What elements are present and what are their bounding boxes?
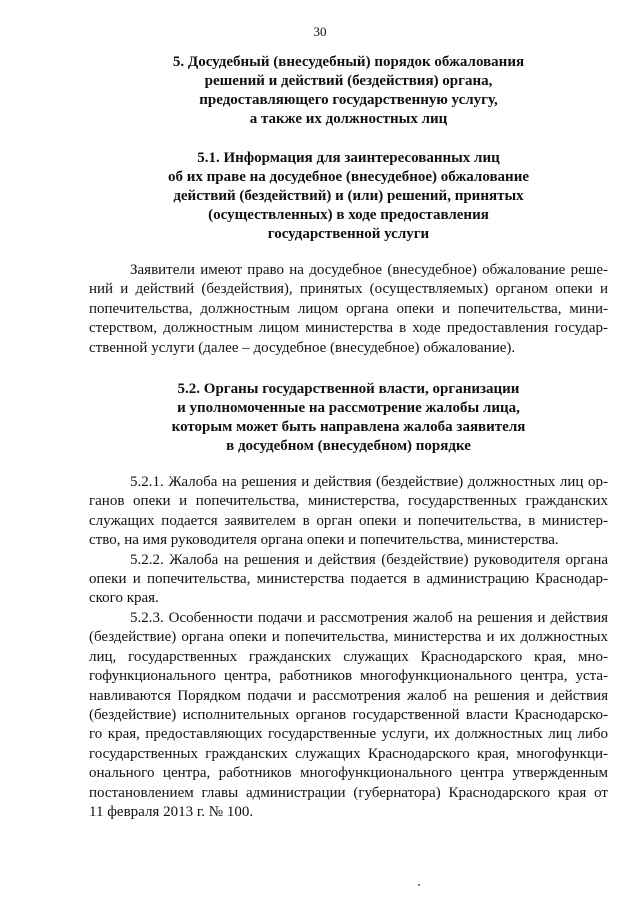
paragraph-5-2-3 xyxy=(89,609,608,822)
page-number: 30 xyxy=(313,24,327,39)
text-line: онального центра, работников многофункционального центра утвержденным xyxy=(89,765,608,782)
text-line: стерством, должностным лицом министерства в ходе предоставления государ- xyxy=(89,320,608,337)
heading-line: решений и действий (бездействия) органа, xyxy=(204,73,493,89)
heading-line: а также их должностных лиц xyxy=(249,111,448,127)
scan-speck xyxy=(418,884,420,886)
heading-line: 5. Досудебный (внесудебный) порядок обжалования xyxy=(172,54,525,70)
paragraph-5-2-2 xyxy=(89,551,608,609)
heading-line: об их праве на досудебное (внесудебное) обжалование xyxy=(167,169,530,185)
paragraph-5-1 xyxy=(89,261,608,358)
section-5-heading xyxy=(89,53,608,129)
text-line: ганов опеки и попечительства, министерства, государственных гражданских xyxy=(89,493,608,510)
heading-line: которым может быть направлена жалоба заявителя xyxy=(171,419,526,436)
text-line: (бездействие) исполнительных органов государственной власти Краснодарско- xyxy=(89,706,608,723)
heading-line: действий (бездействий) и (или) решений, принятых xyxy=(173,188,524,204)
section-5-1-heading xyxy=(89,149,608,244)
text-line: опеки и попечительства, министерства подается в администрацию Краснодар- xyxy=(89,571,608,588)
heading-line: в досудебном (внесудебном) порядке xyxy=(226,438,471,455)
text-line: го края, предоставляющих государственные услуги, их должностных лиц либо xyxy=(89,726,608,743)
heading-line: и уполномоченные на рассмотрение жалобы лица, xyxy=(177,400,520,417)
text-line: 11 февраля 2013 г. № 100. xyxy=(89,803,254,820)
text-line: служащих подается заявителем в орган опеки и попечительства, в министер- xyxy=(89,512,608,529)
text-line: 5.2.3. Особенности подачи и рассмотрения жалоб на решения и действия xyxy=(130,609,608,626)
document-body xyxy=(89,53,608,822)
text-line: постановлением главы администрации (губернатора) Краснодарского края от xyxy=(89,784,608,801)
text-line: попечительства, должностным лицом органа опеки и попечительства, мини- xyxy=(89,300,608,317)
text-line: ского края. xyxy=(89,590,159,607)
heading-line: государственной услуги xyxy=(267,226,430,242)
text-line: лиц, государственных гражданских служащих Краснодарского края, мно- xyxy=(89,648,608,665)
text-line: государственных гражданских служащих Краснодарского края, многофункци- xyxy=(89,745,608,762)
text-line: ственной услуги (далее – досудебное (внесудебное) обжалование). xyxy=(89,339,516,356)
text-line: ний и действий (бездействия), принятых (осуществляемых) органом опеки и xyxy=(89,281,608,298)
text-line: ство, на имя руководителя органа опеки и попечительства, министерства. xyxy=(89,532,559,549)
text-line: 5.2.1. Жалоба на решения и действия (бездействие) должностных лиц ор- xyxy=(130,474,608,491)
heading-line: 5.1. Информация для заинтересованных лиц xyxy=(197,150,500,166)
heading-line: 5.2. Органы государственной власти, организации xyxy=(177,381,520,398)
paragraph-5-2-1 xyxy=(89,473,608,551)
text-line: навливаются Порядком подачи и рассмотрения жалоб на решения и действия xyxy=(89,687,608,704)
text-line: гофункционального центра, работников многофункционального центра, уста- xyxy=(89,668,608,685)
heading-line: предоставляющего государственную услугу, xyxy=(199,92,498,108)
section-5-2-heading xyxy=(89,380,608,456)
heading-line: (осуществленных) в ходе предоставления xyxy=(208,207,489,223)
text-line: Заявители имеют право на досудебное (внесудебное) обжалование реше- xyxy=(130,262,608,278)
text-line: 5.2.2. Жалоба на решения и действия (бездействие) руководителя органа xyxy=(130,551,608,568)
text-line: (бездействие) органа опеки и попечительства, министерства и их должностных xyxy=(89,629,608,646)
